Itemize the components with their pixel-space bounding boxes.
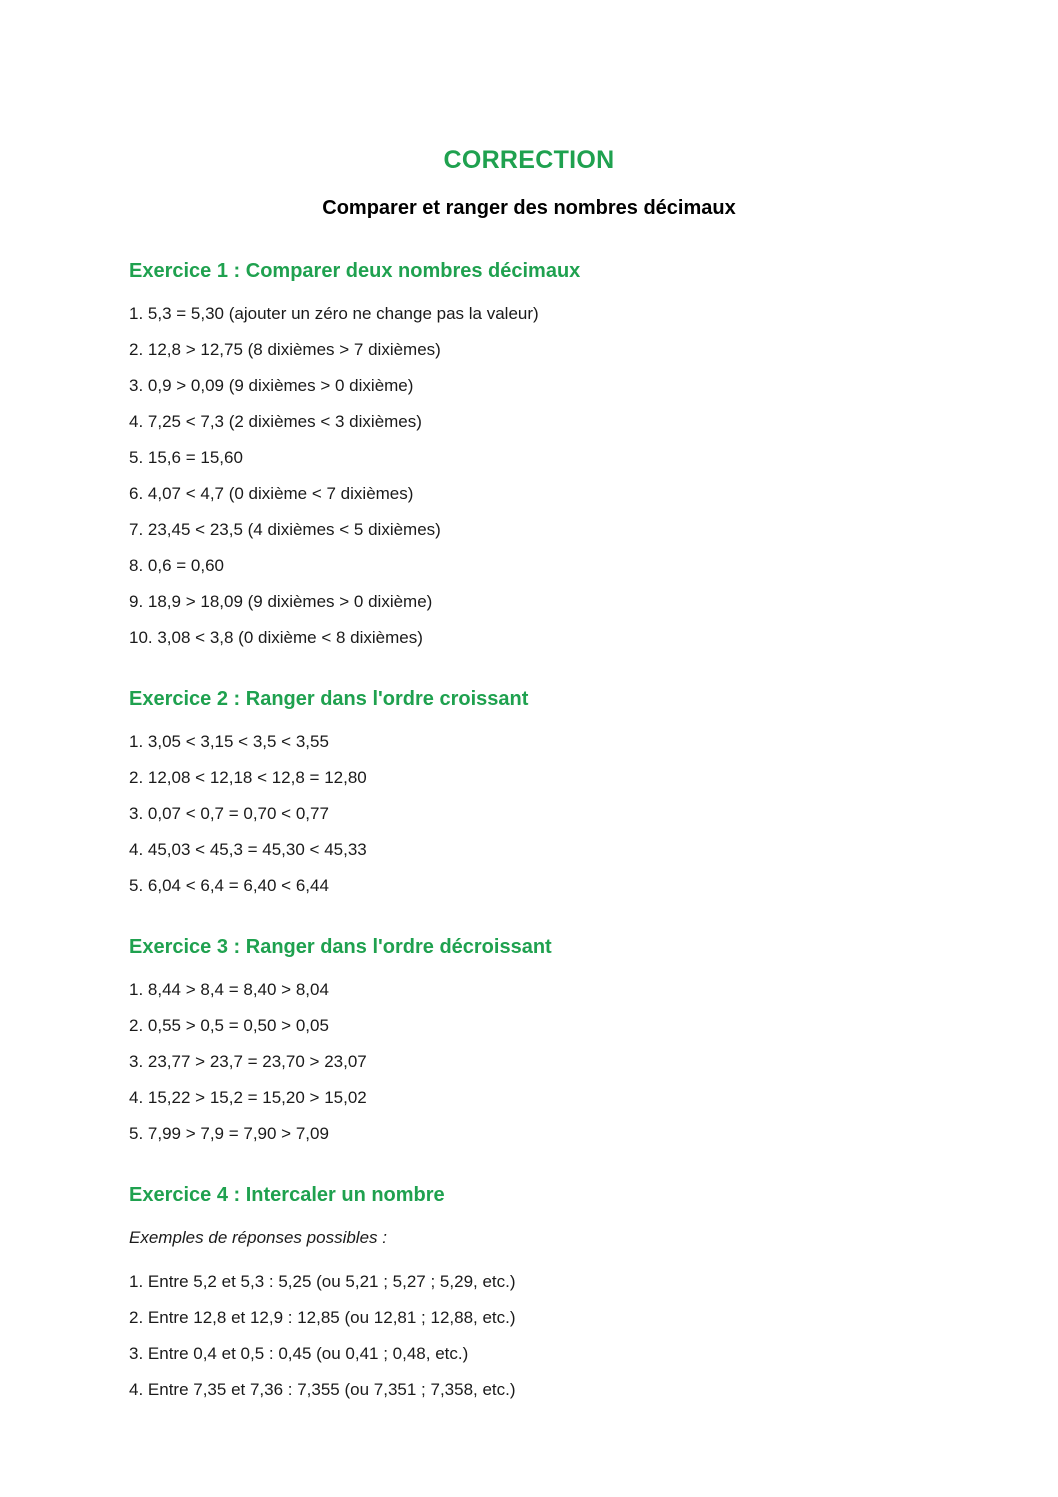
list-item: 7. 23,45 < 23,5 (4 dixièmes < 5 dixièmes)	[129, 520, 441, 539]
exercise-2-heading: Exercice 2 : Ranger dans l'ordre croissant	[129, 688, 529, 710]
list-item: 3. 23,77 > 23,7 = 23,70 > 23,07	[129, 1052, 367, 1071]
list-item: 6. 4,07 < 4,7 (0 dixième < 7 dixièmes)	[129, 484, 414, 503]
page-subtitle: Comparer et ranger des nombres décimaux	[322, 197, 736, 219]
exercise-4-section	[129, 1184, 929, 1400]
list-item: 3. 0,07 < 0,7 = 0,70 < 0,77	[129, 804, 329, 823]
exercise-1-section	[129, 260, 929, 648]
list-item: 10. 3,08 < 3,8 (0 dixième < 8 dixièmes)	[129, 628, 423, 647]
exercise-3-section	[129, 936, 929, 1144]
list-item: 4. 15,22 > 15,2 = 15,20 > 15,02	[129, 1088, 367, 1107]
list-item: 9. 18,9 > 18,09 (9 dixièmes > 0 dixième)	[129, 592, 433, 611]
list-item: 2. 12,08 < 12,18 < 12,8 = 12,80	[129, 768, 367, 787]
list-item: 5. 7,99 > 7,9 = 7,90 > 7,09	[129, 1124, 329, 1143]
exercise-4-heading: Exercice 4 : Intercaler un nombre	[129, 1184, 445, 1206]
list-item: 5. 15,6 = 15,60	[129, 448, 243, 467]
list-item: 4. Entre 7,35 et 7,36 : 7,355 (ou 7,351 ; 7,358, etc.)	[129, 1380, 516, 1399]
list-item: 3. Entre 0,4 et 0,5 : 0,45 (ou 0,41 ; 0,48, etc.)	[129, 1344, 469, 1363]
list-item: 2. 0,55 > 0,5 = 0,50 > 0,05	[129, 1016, 329, 1035]
list-item: 4. 7,25 < 7,3 (2 dixièmes < 3 dixièmes)	[129, 412, 422, 431]
list-item: 1. 5,3 = 5,30 (ajouter un zéro ne change pas la valeur)	[129, 304, 539, 323]
list-item: 3. 0,9 > 0,09 (9 dixièmes > 0 dixième)	[129, 376, 414, 395]
exercise-1-heading: Exercice 1 : Comparer deux nombres décimaux	[129, 260, 581, 282]
example-answers-note: Exemples de réponses possibles :	[129, 1228, 387, 1247]
list-item: 1. 8,44 > 8,4 = 8,40 > 8,04	[129, 980, 329, 999]
list-item: 1. 3,05 < 3,15 < 3,5 < 3,55	[129, 732, 329, 751]
list-item: 1. Entre 5,2 et 5,3 : 5,25 (ou 5,21 ; 5,27 ; 5,29, etc.)	[129, 1272, 516, 1291]
exercise-3-heading: Exercice 3 : Ranger dans l'ordre décroissant	[129, 936, 552, 958]
list-item: 8. 0,6 = 0,60	[129, 556, 224, 575]
list-item: 4. 45,03 < 45,3 = 45,30 < 45,33	[129, 840, 367, 859]
page-title: CORRECTION	[443, 146, 615, 174]
exercise-2-section	[129, 688, 929, 896]
list-item: 2. 12,8 > 12,75 (8 dixièmes > 7 dixièmes)	[129, 340, 441, 359]
list-item: 2. Entre 12,8 et 12,9 : 12,85 (ou 12,81 ; 12,88, etc.)	[129, 1308, 516, 1327]
list-item: 5. 6,04 < 6,4 = 6,40 < 6,44	[129, 876, 329, 895]
